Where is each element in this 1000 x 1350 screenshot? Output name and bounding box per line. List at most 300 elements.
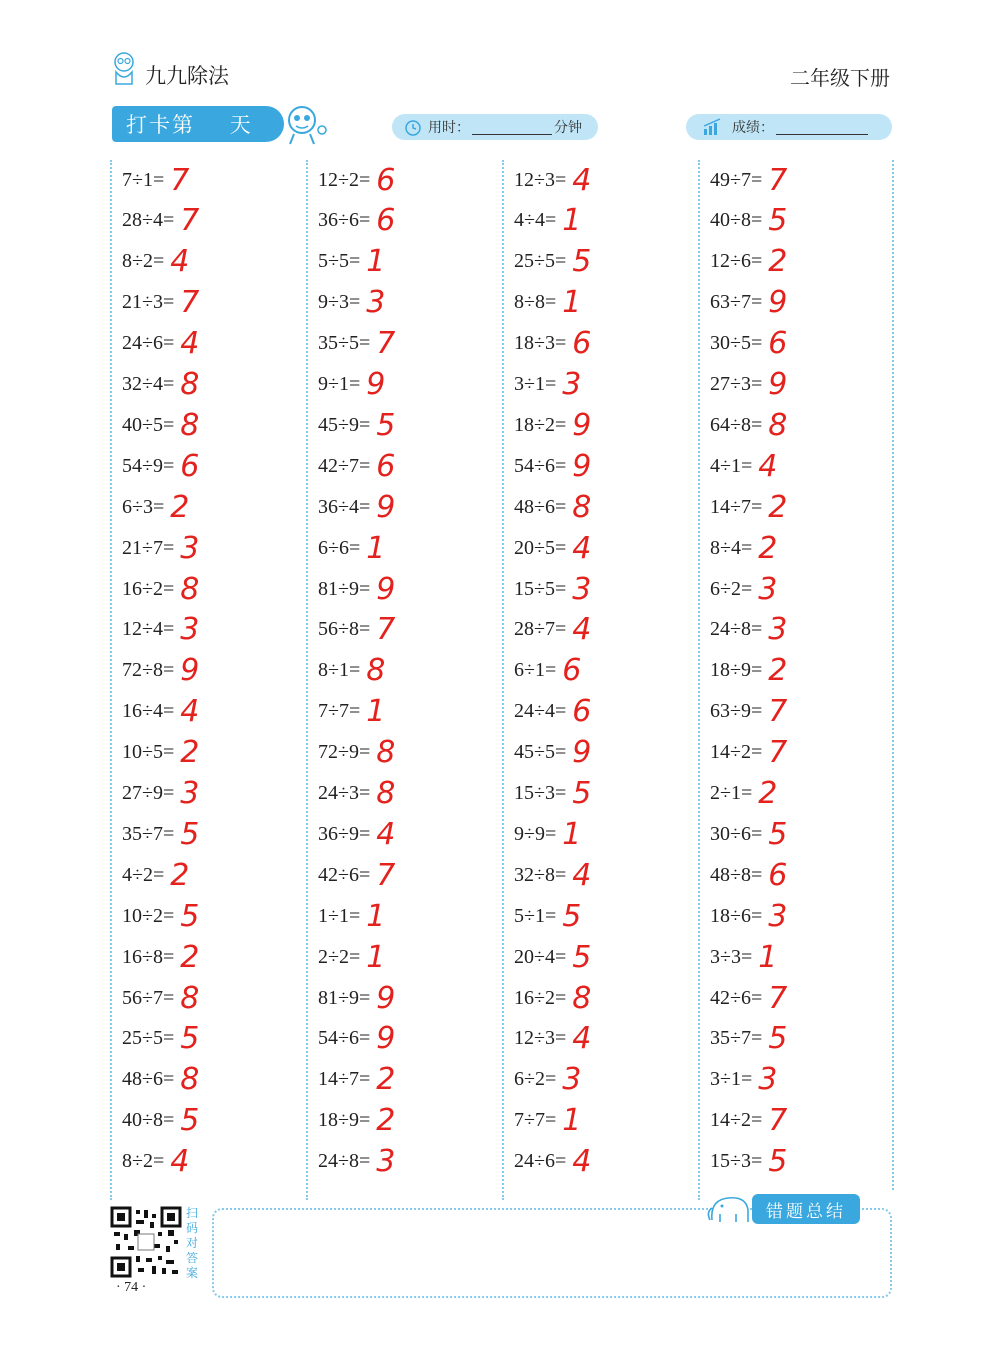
handwritten-answer: 9 — [572, 735, 592, 771]
problem-question: 40÷8= — [122, 1109, 175, 1132]
column-divider — [306, 160, 308, 1200]
problem-question: 72÷9= — [318, 741, 371, 764]
handwritten-answer: 6 — [180, 448, 200, 484]
handwritten-answer: 6 — [572, 326, 592, 362]
problem-question: 25÷5= — [122, 1027, 175, 1050]
problem-question: 10÷2= — [122, 904, 175, 927]
problem-question: 10÷5= — [122, 741, 175, 764]
problem-question: 49÷7= — [710, 168, 763, 191]
time-label: 用时： — [428, 120, 470, 136]
checkin-banner: 打卡第 天 — [112, 106, 284, 142]
handwritten-answer: 4 — [376, 816, 396, 852]
problem-question: 56÷7= — [122, 986, 175, 1009]
problem-row — [318, 528, 385, 568]
problem-question: 72÷8= — [122, 659, 175, 682]
problem-row — [122, 896, 199, 936]
handwritten-answer: 8 — [180, 571, 200, 607]
problem-question: 48÷6= — [514, 495, 567, 518]
handwritten-answer: 5 — [572, 244, 592, 280]
problem-row — [514, 978, 591, 1018]
handwritten-answer: 5 — [180, 816, 200, 852]
handwritten-answer: 3 — [366, 285, 386, 321]
handwritten-answer: 3 — [572, 571, 592, 607]
problem-question: 27÷9= — [122, 782, 175, 804]
handwritten-answer: 4 — [180, 694, 200, 730]
problem-row — [122, 774, 199, 814]
handwritten-answer: 1 — [366, 898, 386, 934]
problem-row — [514, 1060, 581, 1100]
problem-question: 8÷4= — [710, 536, 753, 559]
problem-question: 35÷5= — [318, 332, 371, 355]
problem-question: 3÷3= — [710, 945, 753, 968]
problem-question: 81÷9= — [318, 986, 371, 1009]
problem-row — [710, 733, 787, 773]
score-field — [686, 114, 892, 140]
problem-question: 18÷9= — [318, 1109, 371, 1132]
handwritten-answer: 8 — [376, 735, 396, 771]
handwritten-answer: 5 — [180, 898, 200, 934]
handwritten-answer: 8 — [180, 1062, 200, 1098]
handwritten-answer: 9 — [376, 980, 396, 1016]
problem-row — [514, 692, 591, 732]
problem-question: 81÷9= — [318, 577, 371, 600]
problem-question: 5÷5= — [318, 250, 361, 273]
problem-row — [514, 201, 581, 241]
problem-question: 36÷6= — [318, 209, 371, 232]
handwritten-answer: 9 — [366, 367, 386, 402]
problem-row — [122, 324, 199, 364]
handwritten-answer: 8 — [572, 980, 592, 1016]
problem-question: 4÷1= — [710, 454, 753, 477]
problem-row — [122, 365, 199, 405]
problem-question: 8÷2= — [122, 250, 165, 273]
problem-question: 21÷3= — [122, 291, 175, 314]
handwritten-answer: 4 — [758, 448, 778, 484]
column-divider — [892, 160, 894, 1190]
handwritten-answer: 5 — [572, 776, 592, 811]
handwritten-answer: 6 — [768, 857, 788, 893]
problem-row — [318, 1101, 395, 1141]
handwritten-answer: 4 — [572, 612, 592, 648]
problem-row — [318, 978, 395, 1018]
handwritten-answer: 4 — [572, 162, 592, 198]
handwritten-answer: 2 — [376, 1062, 396, 1098]
handwritten-answer: 9 — [180, 653, 200, 689]
handwritten-answer: 1 — [758, 939, 778, 975]
handwritten-answer: 2 — [758, 776, 778, 811]
problem-question: 16÷8= — [122, 945, 175, 968]
problem-row — [318, 855, 395, 895]
problem-question: 9÷9= — [514, 822, 557, 845]
problem-row — [710, 201, 787, 241]
problem-row — [514, 528, 591, 568]
problem-row — [318, 569, 395, 609]
mascot-icon — [280, 100, 330, 148]
problem-row — [710, 692, 787, 732]
handwritten-answer: 5 — [768, 1021, 788, 1057]
problem-row — [514, 610, 591, 650]
problem-row — [318, 283, 385, 323]
handwritten-answer: 2 — [768, 244, 788, 280]
problem-question: 42÷6= — [318, 863, 371, 886]
problem-row — [318, 1142, 395, 1182]
problem-question: 42÷6= — [710, 986, 763, 1009]
handwritten-answer: 4 — [180, 326, 200, 362]
time-field — [392, 114, 598, 140]
problem-question: 56÷8= — [318, 618, 371, 641]
handwritten-answer: 4 — [572, 530, 592, 566]
problem-row — [122, 1060, 199, 1100]
problem-question: 7÷7= — [318, 700, 361, 723]
problem-question: 7÷7= — [514, 1109, 557, 1132]
handwritten-answer: 8 — [572, 489, 592, 525]
handwritten-answer: 2 — [768, 653, 788, 689]
handwritten-answer: 1 — [562, 285, 582, 321]
problem-question: 24÷3= — [318, 782, 371, 804]
handwritten-answer: 2 — [170, 857, 190, 893]
handwritten-answer: 8 — [768, 407, 788, 443]
problem-row — [514, 1101, 581, 1141]
column-divider — [110, 160, 112, 1200]
problem-question: 35÷7= — [122, 822, 175, 845]
problem-question: 12÷3= — [514, 1027, 567, 1050]
problem-row — [710, 1019, 787, 1059]
problem-question: 15÷5= — [514, 577, 567, 600]
problem-question: 6÷6= — [318, 536, 361, 559]
problem-row — [514, 487, 591, 527]
problem-row — [122, 610, 199, 650]
problem-question: 35÷7= — [710, 1027, 763, 1050]
problem-row — [318, 814, 395, 854]
handwritten-answer: 2 — [758, 530, 778, 566]
problem-question: 36÷4= — [318, 495, 371, 518]
problem-row — [122, 692, 199, 732]
problem-question: 54÷9= — [122, 454, 175, 477]
problem-row — [122, 201, 199, 241]
clock-icon — [404, 118, 422, 136]
problem-question: 24÷8= — [318, 1150, 371, 1173]
problem-row — [514, 651, 581, 691]
problem-row — [710, 446, 777, 486]
problem-row — [318, 405, 395, 445]
problem-question: 36÷9= — [318, 822, 371, 845]
problem-question: 54÷6= — [318, 1027, 371, 1050]
chart-icon — [702, 118, 724, 136]
handwritten-answer: 7 — [768, 162, 788, 198]
problem-question: 27÷3= — [710, 373, 763, 395]
problem-row — [514, 446, 591, 486]
problem-question: 6÷2= — [514, 1068, 557, 1091]
problem-question: 24÷8= — [710, 618, 763, 641]
handwritten-answer: 9 — [572, 407, 592, 443]
handwritten-answer: 3 — [768, 898, 788, 934]
score-label: 成绩： — [732, 120, 774, 136]
handwritten-answer: 1 — [562, 203, 582, 239]
problem-question: 4÷4= — [514, 209, 557, 232]
problem-row — [710, 610, 787, 650]
handwritten-answer: 9 — [768, 367, 788, 402]
handwritten-answer: 9 — [768, 285, 788, 321]
problem-row — [710, 978, 787, 1018]
problem-row — [710, 365, 787, 405]
problem-question: 24÷4= — [514, 700, 567, 723]
handwritten-answer: 2 — [170, 489, 190, 525]
problem-row — [318, 242, 385, 282]
problem-question: 63÷9= — [710, 700, 763, 723]
problem-question: 3÷1= — [710, 1068, 753, 1091]
time-blank — [472, 120, 552, 135]
handwritten-answer: 8 — [180, 407, 200, 443]
handwritten-answer: 1 — [366, 939, 386, 975]
problem-question: 40÷8= — [710, 209, 763, 232]
handwritten-answer: 1 — [366, 694, 386, 730]
problem-question: 48÷8= — [710, 863, 763, 886]
problem-row — [318, 692, 385, 732]
problem-question: 42÷7= — [318, 454, 371, 477]
handwritten-answer: 5 — [180, 1021, 200, 1057]
handwritten-answer: 7 — [768, 980, 788, 1016]
handwritten-answer: 1 — [366, 244, 386, 280]
problem-row — [710, 1060, 777, 1100]
problem-question: 24÷6= — [122, 332, 175, 355]
time-unit: 分钟 — [554, 120, 582, 136]
problem-row — [710, 487, 787, 527]
problem-row — [514, 855, 591, 895]
problem-row — [122, 487, 189, 527]
problem-question: 20÷4= — [514, 945, 567, 968]
handwritten-answer: 5 — [376, 407, 396, 443]
problem-question: 16÷2= — [514, 986, 567, 1009]
problem-row — [710, 814, 787, 854]
problem-question: 28÷7= — [514, 618, 567, 641]
problem-row — [122, 651, 199, 691]
error-summary-label: 错题总结 — [752, 1194, 860, 1224]
problem-row — [122, 405, 199, 445]
problem-question: 32÷8= — [514, 863, 567, 886]
problem-question: 14÷7= — [710, 495, 763, 518]
handwritten-answer: 7 — [180, 203, 200, 239]
handwritten-answer: 5 — [572, 939, 592, 975]
problem-question: 30÷5= — [710, 332, 763, 355]
problem-question: 8÷8= — [514, 291, 557, 314]
handwritten-answer: 8 — [376, 776, 396, 811]
handwritten-answer: 2 — [180, 939, 200, 975]
problem-question: 8÷1= — [318, 659, 361, 682]
handwritten-answer: 1 — [562, 1103, 582, 1139]
problem-question: 48÷6= — [122, 1068, 175, 1091]
problem-row — [710, 569, 777, 609]
handwritten-answer: 6 — [376, 162, 396, 198]
grade-label: 二年级下册 — [790, 66, 890, 90]
problem-row — [514, 733, 591, 773]
handwritten-answer: 4 — [572, 1021, 592, 1057]
handwritten-answer: 9 — [376, 571, 396, 607]
handwritten-answer: 3 — [376, 1144, 396, 1180]
problem-question: 14÷2= — [710, 1109, 763, 1132]
problem-row — [318, 774, 395, 814]
problem-question: 2÷1= — [710, 782, 753, 804]
problem-question: 7÷1= — [122, 168, 165, 191]
problem-question: 32÷4= — [122, 373, 175, 395]
problem-row — [122, 528, 199, 568]
problem-question: 6÷3= — [122, 495, 165, 518]
problem-question: 8÷2= — [122, 1150, 165, 1173]
handwritten-answer: 4 — [572, 1144, 592, 1180]
handwritten-answer: 6 — [572, 694, 592, 730]
problem-question: 18÷3= — [514, 332, 567, 355]
problem-row — [710, 324, 787, 364]
problem-row — [318, 365, 385, 405]
handwritten-answer: 1 — [562, 816, 582, 852]
handwritten-answer: 3 — [768, 612, 788, 648]
problem-row — [122, 978, 199, 1018]
problem-row — [122, 855, 189, 895]
scan-for-answers-label: 扫码对答案 — [186, 1206, 199, 1280]
problem-row — [710, 1142, 787, 1182]
problem-row — [318, 446, 395, 486]
problem-question: 54÷6= — [514, 454, 567, 477]
problem-question: 24÷6= — [514, 1150, 567, 1173]
handwritten-answer: 7 — [768, 735, 788, 771]
problem-question: 21÷7= — [122, 536, 175, 559]
problem-row — [514, 405, 591, 445]
problem-question: 12÷2= — [318, 168, 371, 191]
problem-question: 63÷7= — [710, 291, 763, 314]
handwritten-answer: 8 — [180, 980, 200, 1016]
problem-row — [514, 242, 591, 282]
problem-row — [122, 733, 199, 773]
problem-row — [122, 1142, 189, 1182]
handwritten-answer: 3 — [562, 367, 582, 402]
handwritten-answer: 6 — [562, 653, 582, 689]
problem-question: 30÷6= — [710, 822, 763, 845]
problem-row — [514, 283, 581, 323]
problem-question: 12÷3= — [514, 168, 567, 191]
problem-row — [122, 283, 199, 323]
problem-question: 1÷1= — [318, 904, 361, 927]
handwritten-answer: 6 — [376, 203, 396, 239]
problem-question: 4÷2= — [122, 863, 165, 886]
problem-row — [710, 283, 787, 323]
handwritten-answer: 5 — [562, 898, 582, 934]
problem-row — [122, 160, 189, 200]
handwritten-answer: 8 — [366, 653, 386, 689]
problem-question: 40÷5= — [122, 413, 175, 436]
problem-row — [122, 1019, 199, 1059]
handwritten-answer: 8 — [180, 367, 200, 402]
handwritten-answer: 3 — [562, 1062, 582, 1098]
problem-row — [318, 160, 395, 200]
problem-row — [122, 446, 199, 486]
problem-question: 5÷1= — [514, 904, 557, 927]
column-divider — [698, 160, 700, 1200]
problem-question: 64÷8= — [710, 413, 763, 436]
problem-row — [514, 896, 581, 936]
handwritten-answer: 4 — [572, 857, 592, 893]
problem-question: 15÷3= — [710, 1150, 763, 1173]
handwritten-answer: 2 — [180, 735, 200, 771]
problem-row — [710, 405, 787, 445]
handwritten-answer: 7 — [170, 162, 190, 198]
problem-row — [514, 937, 591, 977]
handwritten-answer: 6 — [768, 326, 788, 362]
problem-question: 6÷2= — [710, 577, 753, 600]
problem-question: 20÷5= — [514, 536, 567, 559]
problem-row — [122, 937, 199, 977]
problem-row — [710, 774, 777, 814]
problem-row — [710, 160, 787, 200]
column-divider — [502, 160, 504, 1200]
problem-question: 25÷5= — [514, 250, 567, 273]
problem-row — [318, 651, 385, 691]
handwritten-answer: 6 — [376, 448, 396, 484]
problem-row — [122, 242, 189, 282]
problem-row — [122, 1101, 199, 1141]
problem-row — [318, 896, 385, 936]
handwritten-answer: 3 — [758, 571, 778, 607]
problem-row — [318, 1019, 395, 1059]
qr-code[interactable] — [110, 1206, 182, 1278]
problem-question: 16÷2= — [122, 577, 175, 600]
page-number: · 74 · — [116, 1280, 147, 1295]
handwritten-answer: 3 — [180, 612, 200, 648]
problem-row — [514, 814, 581, 854]
problem-row — [710, 242, 787, 282]
problem-row — [710, 528, 777, 568]
problem-grid — [110, 160, 894, 1200]
problem-row — [710, 1101, 787, 1141]
handwritten-answer: 9 — [376, 489, 396, 525]
problem-question: 45÷9= — [318, 413, 371, 436]
problem-question: 14÷2= — [710, 741, 763, 764]
problem-question: 9÷1= — [318, 373, 361, 395]
problem-row — [710, 896, 787, 936]
handwritten-answer: 1 — [366, 530, 386, 566]
problem-question: 18÷6= — [710, 904, 763, 927]
handwritten-answer: 3 — [758, 1062, 778, 1098]
problem-question: 28÷4= — [122, 209, 175, 232]
handwritten-answer: 7 — [768, 1103, 788, 1139]
problem-question: 12÷4= — [122, 618, 175, 641]
handwritten-answer: 3 — [180, 530, 200, 566]
problem-question: 15÷3= — [514, 782, 567, 804]
problem-row — [318, 1060, 395, 1100]
page-title: 九九除法 — [145, 64, 229, 88]
problem-row — [710, 651, 787, 691]
handwritten-answer: 5 — [768, 816, 788, 852]
problem-question: 3÷1= — [514, 373, 557, 395]
handwritten-answer: 7 — [768, 694, 788, 730]
handwritten-answer: 3 — [180, 776, 200, 811]
problem-row — [318, 610, 395, 650]
handwritten-answer: 7 — [180, 285, 200, 321]
problem-row — [514, 1142, 591, 1182]
problem-row — [514, 569, 591, 609]
handwritten-answer: 5 — [768, 203, 788, 239]
handwritten-answer: 9 — [376, 1021, 396, 1057]
problem-row — [514, 774, 591, 814]
handwritten-answer: 4 — [170, 244, 190, 280]
problem-row — [318, 324, 395, 364]
handwritten-answer: 9 — [572, 448, 592, 484]
problem-question: 18÷2= — [514, 413, 567, 436]
problem-row — [514, 1019, 591, 1059]
problem-row — [122, 569, 199, 609]
problem-question: 14÷7= — [318, 1068, 371, 1091]
problem-row — [514, 324, 591, 364]
handwritten-answer: 2 — [768, 489, 788, 525]
owl-logo-icon — [110, 50, 138, 86]
